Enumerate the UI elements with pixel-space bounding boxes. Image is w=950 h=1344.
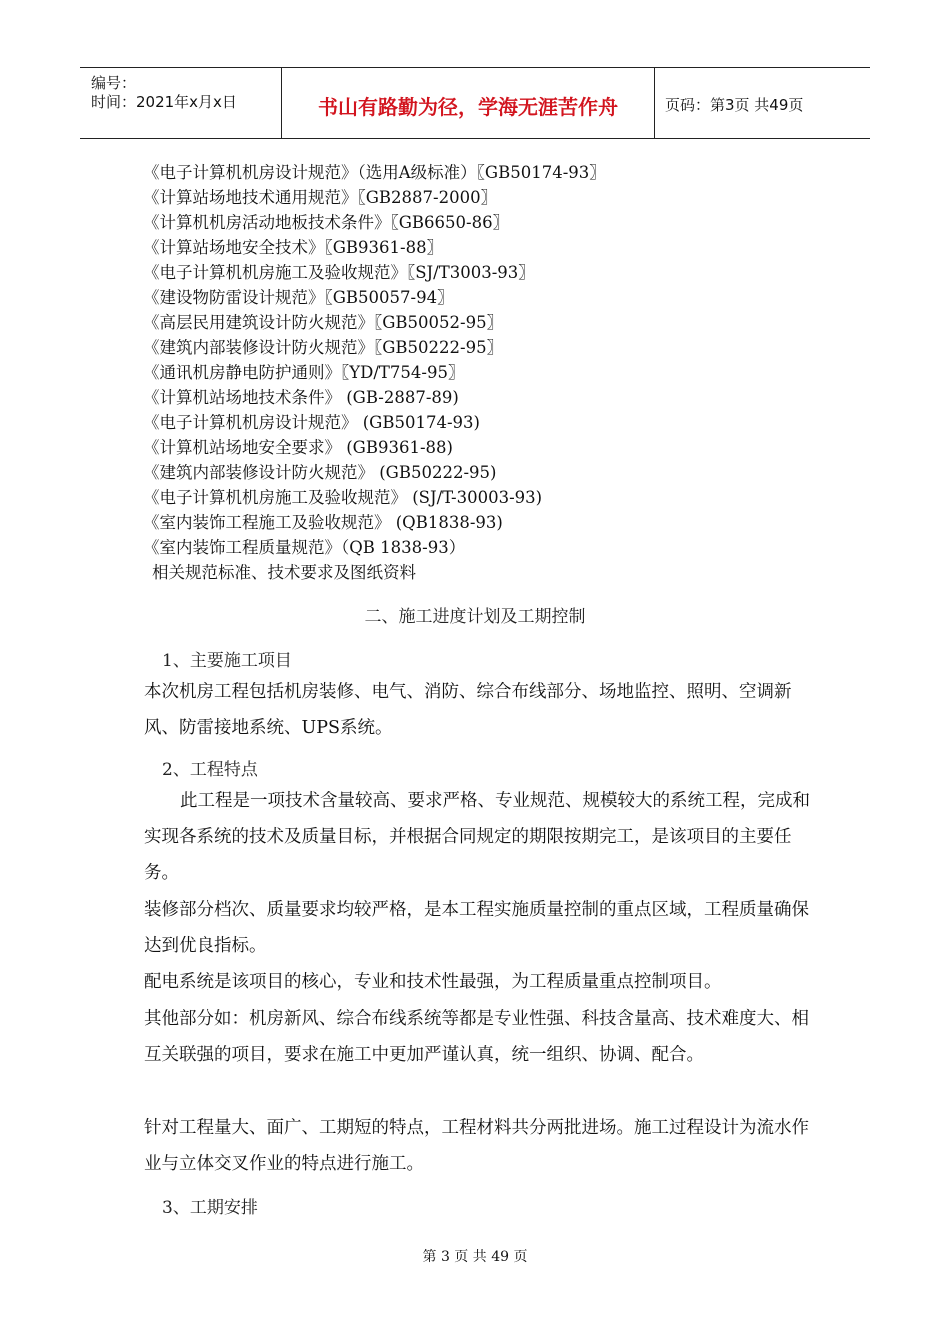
standard-item: 《室内装饰工程质量规范》（QB 1838-93） <box>143 538 466 557</box>
subsection-heading: 2、工程特点 <box>162 760 258 780</box>
header-motto-cell <box>282 68 655 138</box>
standard-item: 《电子计算机机房施工及验收规范》〖SJ/T3003-93〗 <box>143 263 535 282</box>
standard-item: 《计算站场地技术通用规范》〖GB2887-2000〗 <box>143 188 498 207</box>
standard-item: 《计算机站场地安全要求》 (GB9361-88) <box>143 438 453 457</box>
standard-item: 《计算机站场地技术条件》 (GB-2887-89) <box>143 388 459 407</box>
paragraph: 配电系统是该项目的核心，专业和技术性最强，为工程质量重点控制项目。 <box>144 972 722 992</box>
document-code: 编号： <box>91 74 137 92</box>
standard-item: 《室内装饰工程施工及验收规范》 (QB1838-93) <box>143 513 503 532</box>
page-footer: 第 3 页 共 49 页 <box>422 1249 528 1265</box>
standards-list <box>143 160 843 585</box>
paragraph: 针对工程量大、面广、工期短的特点，工程材料共分两批进场。施工过程设计为流水作业与立体交叉作业的特点进行施工。 <box>144 1118 809 1174</box>
page-header <box>80 67 870 139</box>
paragraph: 其他部分如：机房新风、综合布线系统等都是专业性强、科技含量高、技术难度大、相互关联强的项目，要求在施工中更加严谨认真，统一组织、协调、配合。 <box>144 1009 809 1065</box>
paragraph: 装修部分档次、质量要求均较严格，是本工程实施质量控制的重点区域，工程质量确保达到优良指标。 <box>144 900 809 956</box>
paragraph: 此工程是一项技术含量较高、要求严格、专业规范、规模较大的系统工程，完成和实现各系统的技术及质量目标，并根据合同规定的期限按期完工，是该项目的主要任务。 <box>144 791 810 883</box>
standard-item: 《电子计算机机房设计规范》（选用A级标准）〖GB50174-93〗 <box>143 163 606 182</box>
header-meta-cell <box>80 68 282 138</box>
standard-item: 《高层民用建筑设计防火规范》〖GB50052-95〗 <box>143 313 504 332</box>
subsection-heading: 3、工期安排 <box>162 1198 258 1218</box>
standard-item: 《电子计算机机房设计规范》 (GB50174-93) <box>143 413 480 432</box>
document-date: 时间：2021年x月x日 <box>91 93 237 111</box>
standard-item: 《电子计算机机房施工及验收规范》 (SJ/T-30003-93) <box>143 488 543 507</box>
subsection-heading: 1、主要施工项目 <box>162 651 292 671</box>
standard-item: 《计算站场地安全技术》〖GB9361-88〗 <box>143 238 444 257</box>
standard-item: 《建筑内部装修设计防火规范》 (GB50222-95) <box>143 463 497 482</box>
standard-item: 《建设物防雷设计规范》〖GB50057-94〗 <box>143 288 454 307</box>
standard-item: 相关规范标准、技术要求及图纸资料 <box>152 563 416 582</box>
paragraph: 本次机房工程包括机房装修、电气、消防、综合布线部分、场地监控、照明、空调新风、防雷接地系统、UPS系统。 <box>144 682 792 738</box>
header-page-cell <box>655 68 870 138</box>
standard-item: 《建筑内部装修设计防火规范》〖GB50222-95〗 <box>143 338 504 357</box>
standard-item: 《计算机机房活动地板技术条件》〖GB6650-86〗 <box>143 213 510 232</box>
header-motto: 书山有路勤为径，学海无涯苦作舟 <box>318 95 618 119</box>
header-page-info: 页码：第3页 共49页 <box>665 96 804 114</box>
standard-item: 《通讯机房静电防护通则》〖YD/T754-95〗 <box>143 363 465 382</box>
section-title: 二、施工进度计划及工期控制 <box>364 607 586 627</box>
